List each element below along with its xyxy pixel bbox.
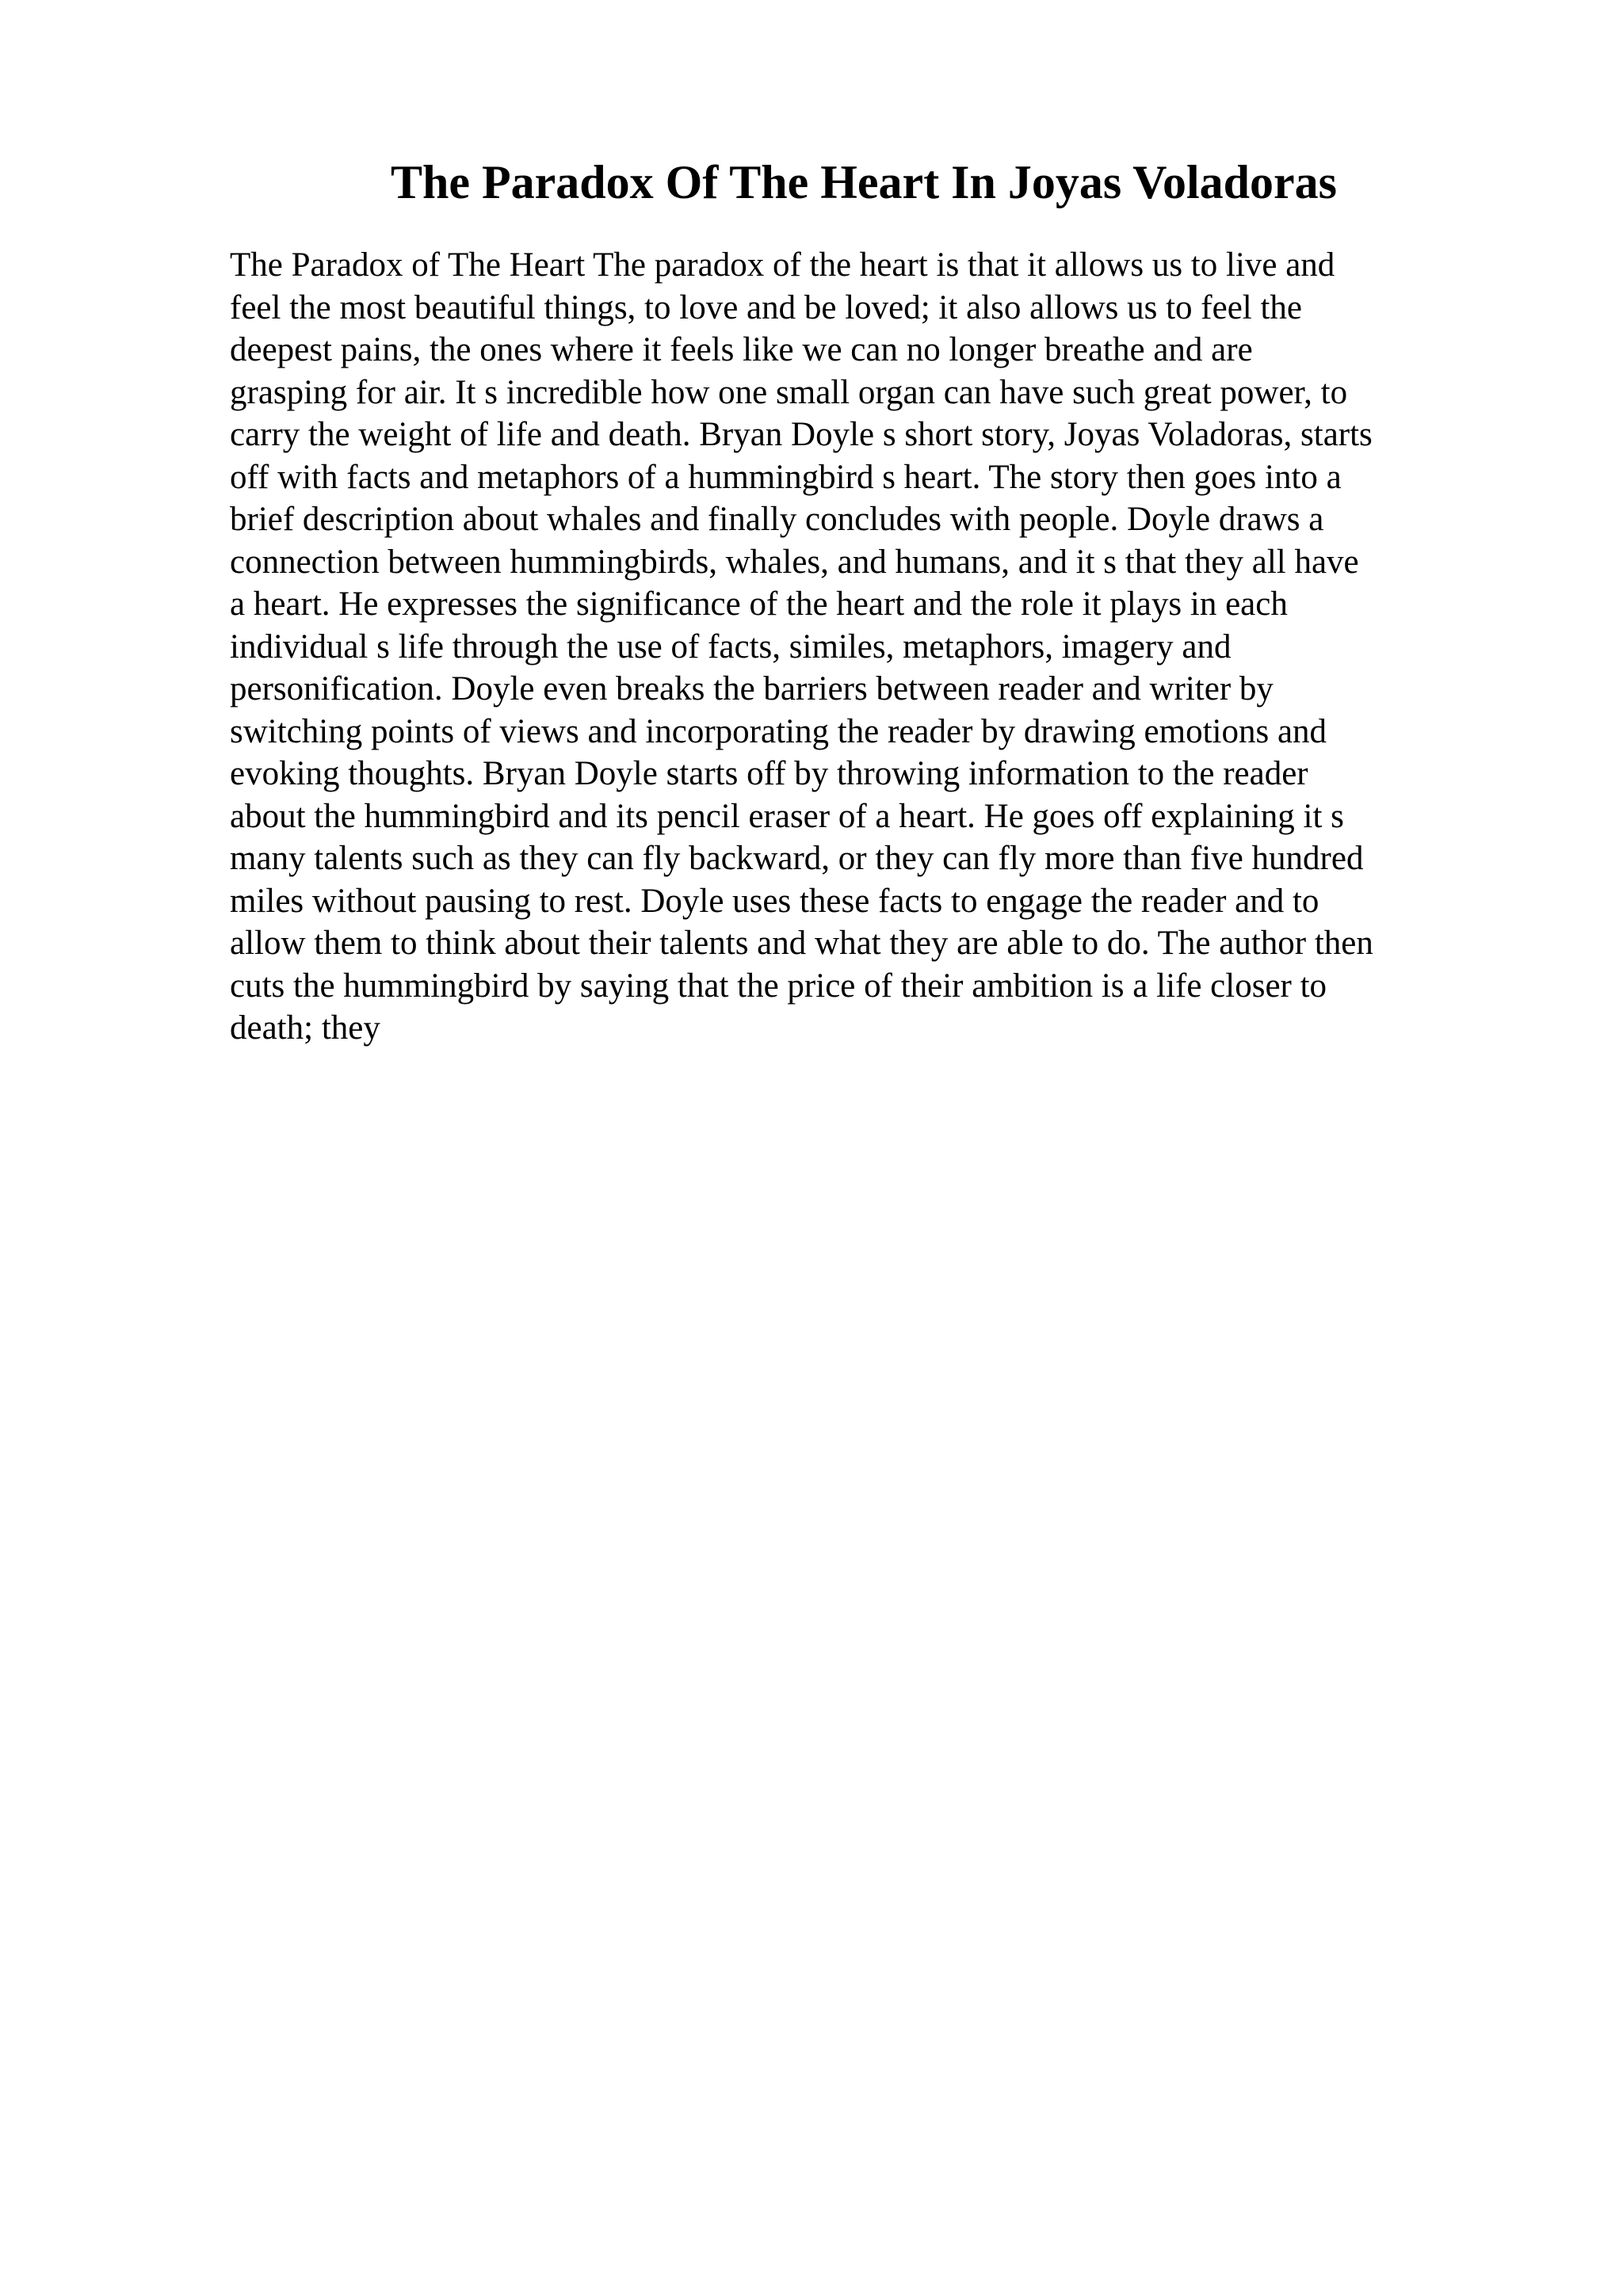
body-line: The Paradox of The Heart The paradox of the heart is that it allows us to live and — [230, 246, 1335, 284]
body-line: grasping for air. It s incredible how one small organ can have such great power, to — [230, 373, 1348, 411]
body-line: carry the weight of life and death. Bryan Doyle s short story, Joyas Voladoras, starts — [230, 416, 1373, 453]
body-line: off with facts and metaphors of a hummingbird s heart. The story then goes into a — [230, 458, 1342, 496]
body-line: about the hummingbird and its pencil eraser of a heart. He goes off explaining it s — [230, 797, 1344, 835]
body-line: individual s life through the use of facts, similes, metaphors, imagery and — [230, 627, 1232, 666]
body-line: a heart. He expresses the significance of the heart and the role it plays in each — [230, 585, 1288, 623]
body-line: switching points of views and incorporating the reader by drawing emotions and — [230, 712, 1327, 750]
body-line: evoking thoughts. Bryan Doyle starts off by throwing information to the reader — [230, 755, 1308, 792]
body-line: many talents such as they can fly backward, or they can fly more than five hundred — [230, 840, 1364, 877]
document-title: The Paradox Of The Heart In Joyas Voladoras — [391, 156, 1337, 208]
body-line: deepest pains, the ones where it feels like we can no longer breathe and are — [230, 331, 1253, 368]
body-line: miles without pausing to rest. Doyle uses these facts to engage the reader and to — [230, 882, 1319, 920]
body-line: feel the most beautiful things, to love and be loved; it also allows us to feel the — [230, 288, 1303, 326]
body-line: brief description about whales and finally concludes with people. Doyle draws a — [230, 501, 1324, 538]
body-line: connection between hummingbirds, whales, and humans, and it s that they all have — [230, 543, 1359, 581]
body-line: death; they — [230, 1009, 380, 1047]
body-line: personification. Doyle even breaks the barriers between reader and writer by — [230, 670, 1274, 707]
body-line: allow them to think about their talents and what they are able to do. The author then — [230, 925, 1373, 962]
document-body — [230, 244, 1498, 1050]
body-line: cuts the hummingbird by saying that the price of their ambition is a life closer to — [230, 967, 1327, 1005]
